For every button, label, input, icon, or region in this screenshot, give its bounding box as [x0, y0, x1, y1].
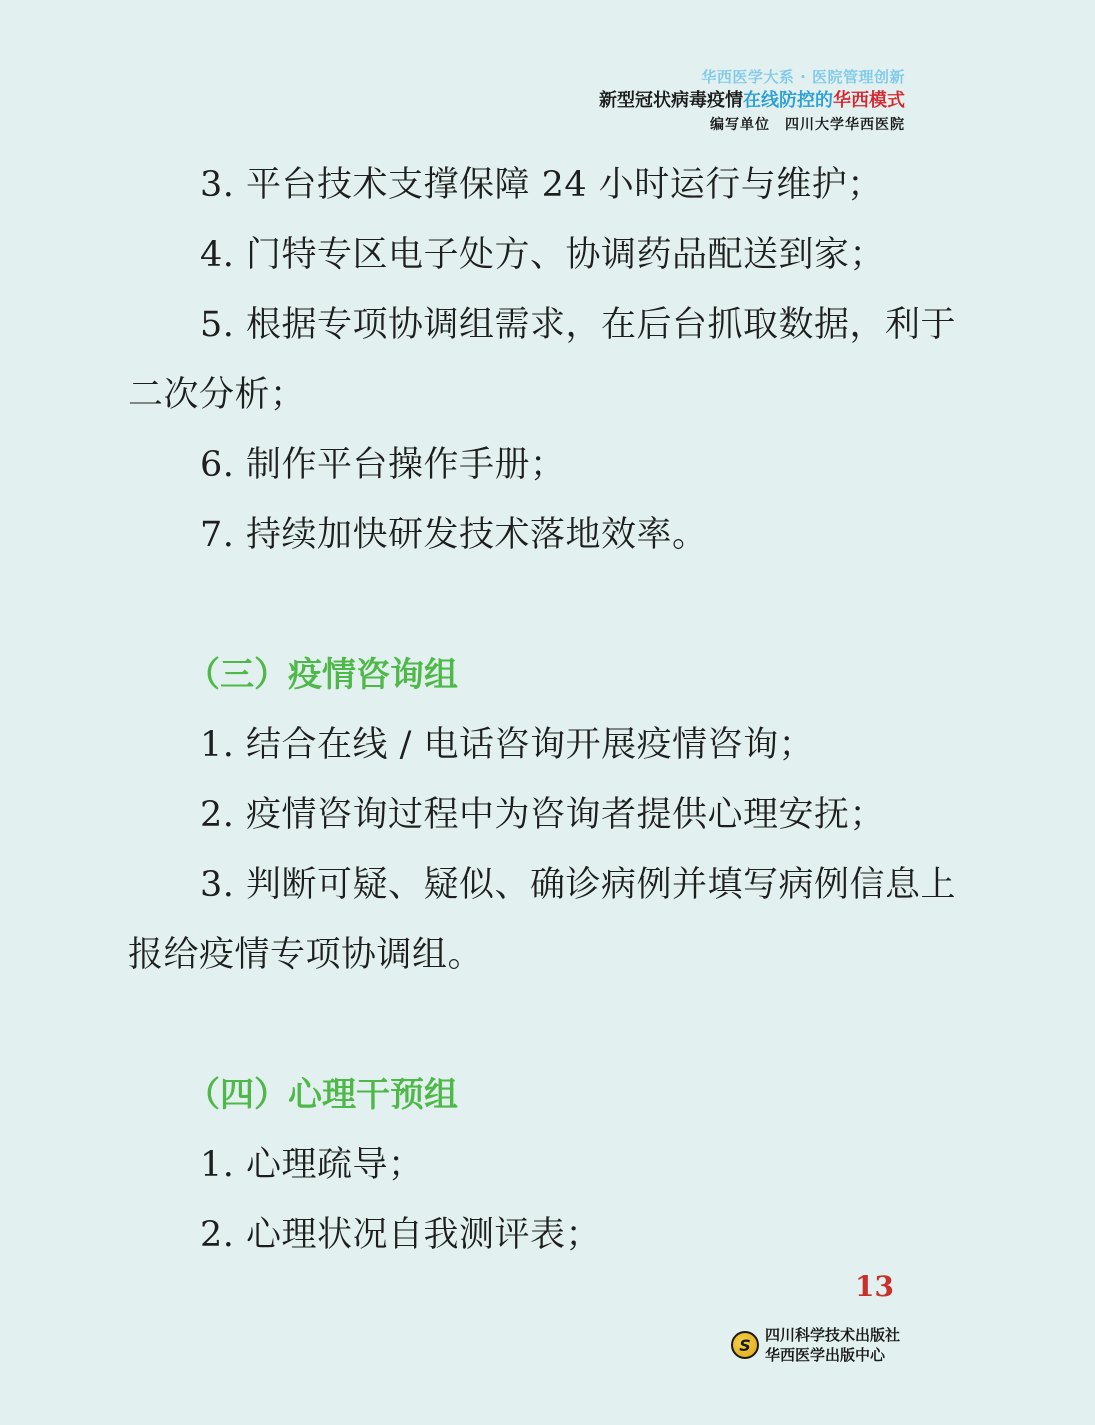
- section-spacer: [128, 570, 968, 640]
- paragraph: 4. 门特专区电子处方、协调药品配送到家；: [200, 235, 886, 275]
- publisher-logo-icon: S: [731, 1331, 759, 1359]
- paragraph: 6. 制作平台操作手册；: [200, 445, 566, 485]
- page-number: 13: [855, 1270, 894, 1303]
- author-unit: 编写单位 四川大学华西医院: [710, 117, 905, 133]
- publisher-line2: 华西医学出版中心: [765, 1346, 886, 1364]
- paragraph: 3. 平台技术支撑保障 24 小时运行与维护；: [200, 165, 883, 205]
- page-body: [128, 150, 968, 1270]
- section-heading-psychology: （四）心理干预组: [186, 1075, 458, 1115]
- book-title-part1: 新型冠状病毒疫情: [599, 90, 743, 111]
- paragraph: 7. 持续加快研发技术落地效率。: [200, 515, 708, 555]
- paragraph: 3. 判断可疑、疑似、确诊病例并填写病例信息上报给疫情专项协调组。: [128, 865, 957, 975]
- publisher-block: [731, 1325, 900, 1365]
- series-name: 华西医学大系 · 医院管理创新: [701, 68, 905, 86]
- paragraph: 2. 疫情咨询过程中为咨询者提供心理安抚；: [200, 795, 886, 835]
- section-heading-consultation: （三）疫情咨询组: [186, 655, 458, 695]
- paragraph: 2. 心理状况自我测评表；: [200, 1215, 602, 1255]
- publisher-line1: 四川科学技术出版社: [765, 1326, 901, 1344]
- section-spacer: [128, 990, 968, 1060]
- paragraph: 1. 结合在线 / 电话咨询开展疫情咨询；: [200, 725, 815, 765]
- paragraph: 1. 心理疏导；: [200, 1145, 424, 1185]
- publisher-text: [765, 1325, 900, 1365]
- page-header: [599, 66, 905, 136]
- book-title: [599, 88, 905, 114]
- book-title-part2: 在线防控的: [743, 90, 833, 111]
- book-title-part3: 华西模式: [833, 90, 905, 111]
- paragraph: 5. 根据专项协调组需求，在后台抓取数据，利于二次分析；: [128, 305, 957, 415]
